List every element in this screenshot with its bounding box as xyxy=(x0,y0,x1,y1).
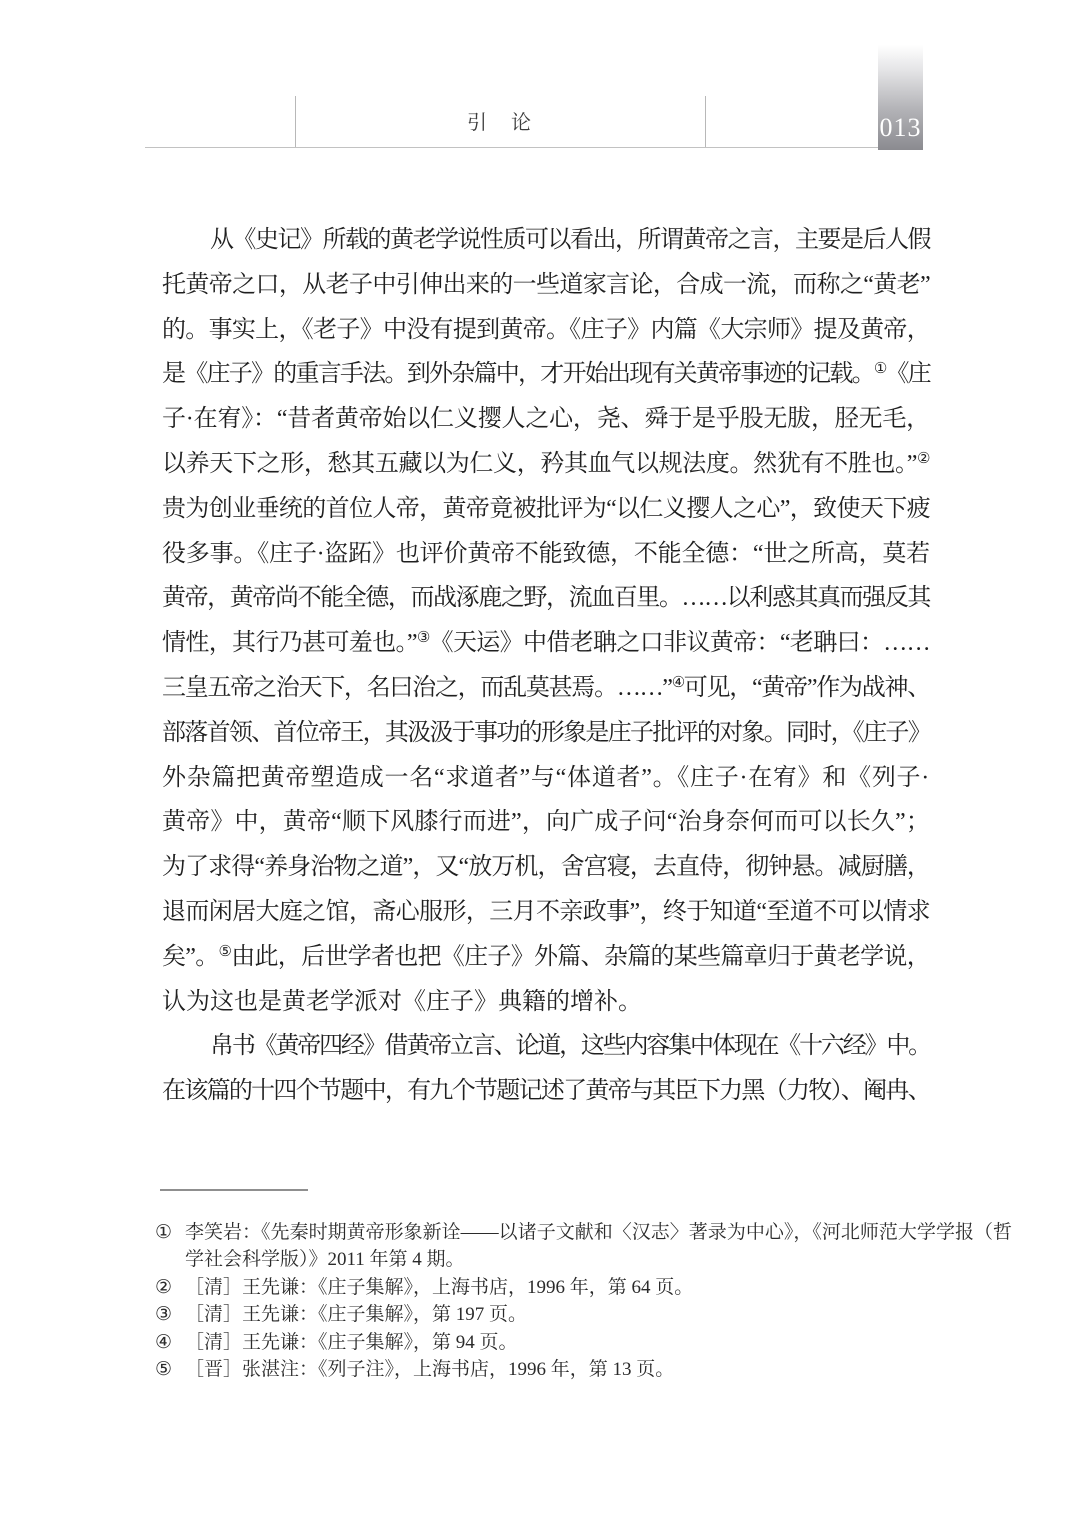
footnote-marker xyxy=(155,1246,185,1273)
footnote-marker: ③ xyxy=(155,1304,173,1326)
footnotes xyxy=(155,1219,1012,1383)
footnote-text: 学社会科学版）》2011 年第 4 期。 xyxy=(185,1249,465,1271)
body-line: 在该篇的十四个节题中，有九个节题记述了黄帝与其臣下力黑（力牧）、阉冉、 xyxy=(162,1078,930,1105)
footnote-row xyxy=(155,1246,932,1273)
header-tick-right xyxy=(705,96,706,147)
footnote-row xyxy=(155,1301,932,1328)
body-line: 部落首领、首位帝王，其汲汲于事功的形象是庄子批评的对象。同时，《庄子》 xyxy=(162,719,930,746)
footnote-marker: ④ xyxy=(155,1331,173,1353)
footnote-row xyxy=(155,1356,932,1383)
footnote-text: ［清］王先谦：《庄子集解》，第 197 页。 xyxy=(185,1304,528,1326)
footnote-text: ［晋］张湛注：《列子注》，上海书店，1996 年，第 13 页。 xyxy=(185,1359,675,1381)
footnote-text: 李笑岩：《先秦时期黄帝形象新诠——以诸子文献和〈汉志〉著录为中心》，《河北师范大学学报（哲 xyxy=(185,1222,1012,1243)
page-number-box xyxy=(878,45,923,150)
header-rule xyxy=(145,147,878,148)
running-title: 引 论 xyxy=(467,112,533,134)
body-line: 的。事实上，《老子》中没有提到黄帝。《庄子》内篇《大宗师》提及黄帝， xyxy=(162,316,930,343)
body-line: 贵为创业垂统的首位人帝，黄帝竟被批评为“以仁义撄人之心”，致使天下疲 xyxy=(162,495,930,522)
footnote-row xyxy=(155,1274,932,1301)
body-line: 黄帝，黄帝尚不能全德，而战涿鹿之野，流血百里。……以利惑其真而强反其 xyxy=(162,585,930,612)
body-line: 子·在宥》：“昔者黄帝始以仁义撄人之心，尧、舜于是乎股无胈，胫无毛， xyxy=(162,406,930,433)
body-text xyxy=(162,218,930,1114)
body-line: 托黄帝之口，从老子中引伸出来的一些道家言论，合成一流，而称之“黄老” xyxy=(162,271,930,298)
body-line: 外杂篇把黄帝塑造成一名“求道者”与“体道者”。《庄子·在宥》和《列子· xyxy=(162,764,930,791)
body-line: 情性，其行乃甚可羞也。”③《天运》中借老聃之口非议黄帝：“老聃曰：…… xyxy=(162,630,931,657)
body-line: 退而闲居大庭之馆，斋心服形，三月不亲政事”，终于知道“至道不可以情求 xyxy=(162,898,930,925)
footnote-text: ［清］王先谦：《庄子集解》，上海书店，1996 年，第 64 页。 xyxy=(185,1276,694,1298)
body-line: 帛书《黄帝四经》借黄帝立言、论道，这些内容集中体现在《十六经》中。 xyxy=(210,1033,930,1060)
footnote-text: ［清］王先谦：《庄子集解》，第 94 页。 xyxy=(185,1331,518,1353)
body-line: 是《庄子》的重言手法。到外杂篇中，才开始出现有关黄帝事迹的记载。①《庄 xyxy=(162,361,931,388)
body-line: 三皇五帝之治天下，名曰治之，而乱莫甚焉。……”④可见，“黄帝”作为战神、 xyxy=(162,674,930,701)
footnote-divider xyxy=(160,1189,308,1191)
body-line: 黄帝》中，黄帝“顺下风膝行而进”，向广成子问“治身奈何而可以长久”； xyxy=(162,809,930,836)
body-line: 认为这也是黄老学派对《庄子》典籍的增补。 xyxy=(162,988,642,1015)
body-line: 从《史记》所载的黄老学说性质可以看出，所谓黄帝之言，主要是后人假 xyxy=(210,227,930,253)
footnote-marker: ⑤ xyxy=(155,1359,173,1381)
page-number: 013 xyxy=(879,113,922,142)
body-line: 役多事。《庄子·盗跖》也评价黄帝不能致德，不能全德：“世之所高，莫若 xyxy=(162,540,930,567)
body-line: 矣”。⑤由此，后世学者也把《庄子》外篇、杂篇的某些篇章归于黄老学说， xyxy=(162,943,931,970)
body-line: 为了求得“养身治物之道”，又“放万机，舍宫寝，去直侍，彻钟悬。减厨膳， xyxy=(162,854,930,881)
footnote-row xyxy=(155,1219,1012,1246)
footnote-marker: ② xyxy=(155,1276,173,1298)
body-line: 以养天下之形，愁其五藏以为仁义，矜其血气以规法度。然犹有不胜也。”② xyxy=(162,450,930,477)
footnote-marker: ① xyxy=(155,1222,173,1243)
footnote-row xyxy=(155,1329,932,1356)
